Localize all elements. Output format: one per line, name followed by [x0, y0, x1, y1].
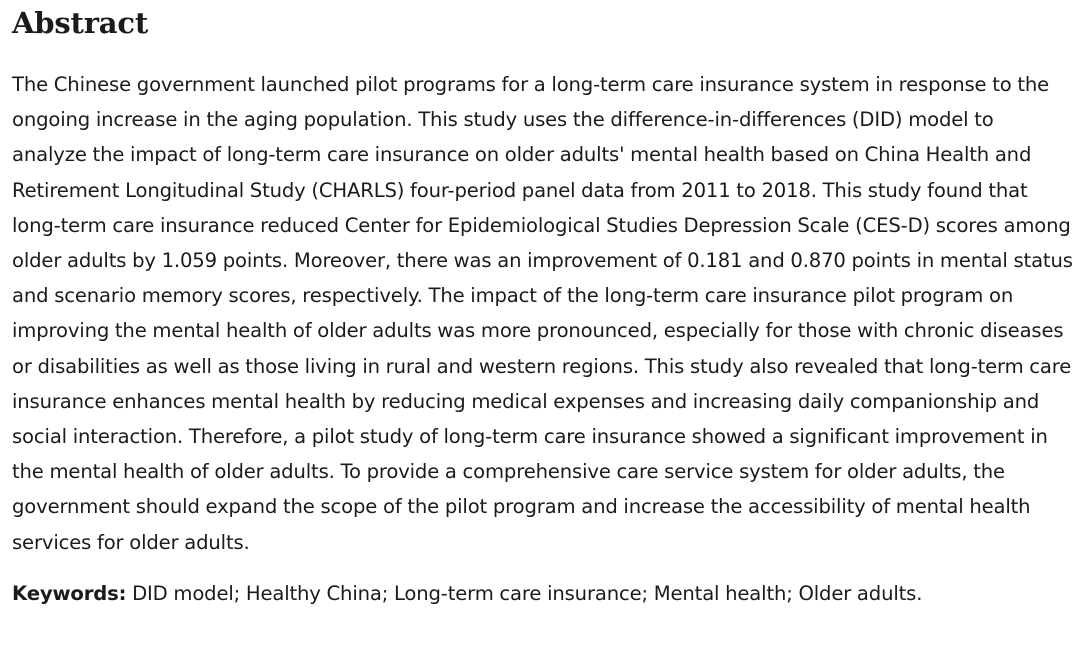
abstract-heading: Abstract	[12, 6, 149, 40]
abstract-body: The Chinese government launched pilot programs for a long-term care insurance system in response to the ongoing increase in the aging population. This study uses the difference-in-differences (DID) model to analyze the impact of long-term care insurance on older adults' mental health based on China Health and Retirement Longitudinal Study (CHARLS) four-period panel data from 2011 to 2018. This study found that long-term care insurance reduced Center for Epidemiological Studies Depression Scale (CES-D) scores among older adults by 1.059 points. Moreover, there was an improvement of 0.181 and 0.870 points in mental status and scenario memory scores, respectively. The impact of the long-term care insurance pilot program on improving the mental health of older adults was more pronounced, especially for those with chronic diseases or disabilities as well as those living in rural and western regions. This study also revealed that long-term care insurance enhances mental health by reducing medical expenses and increasing daily companionship and social interaction. Therefore, a pilot study of long-term care insurance showed a significant improvement in the mental health of older adults. To provide a comprehensive care service system for older adults, the government should expand the scope of the pilot program and increase the accessibility of mental health services for older adults.	[12, 73, 1073, 554]
keywords-label: Keywords:	[12, 581, 127, 605]
keywords-line	[12, 576, 1074, 611]
abstract-section	[12, 0, 1074, 611]
keywords-text: DID model; Healthy China; Long-term care insurance; Mental health; Older adults.	[132, 581, 923, 605]
